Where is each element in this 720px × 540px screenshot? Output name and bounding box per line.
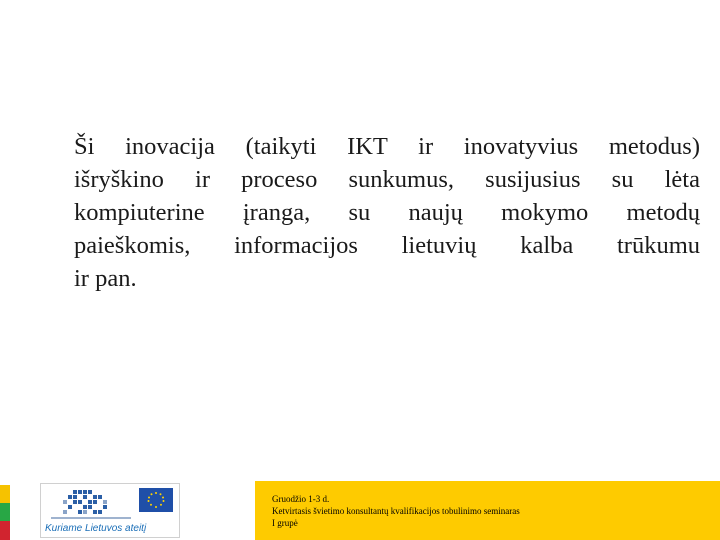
footer-group: I grupė [272, 518, 298, 528]
project-logo [40, 483, 180, 538]
footer-seminar-title: Ketvirtasis švietimo konsultantų kvalifikacijos tobulinimo seminaras [272, 506, 520, 516]
body-line-5: ir pan. [74, 265, 137, 292]
footer-date: Gruodžio 1-3 d. [272, 494, 330, 504]
logo-caption: Kuriame Lietuvos ateitį [45, 523, 147, 534]
body-line-3: kompiuterine įranga, su naujų mokymo metodų [74, 199, 700, 226]
footer-band [255, 481, 720, 540]
footer-text [272, 493, 520, 529]
ministry-logo-icon [47, 488, 137, 522]
body-line-1: Ši inovacija (taikyti IKT ir inovatyvius metodus) [74, 133, 700, 160]
body-line-4: paieškomis, informacijos lietuvių kalba trūkumu [74, 232, 700, 259]
slide-body-text [74, 130, 700, 295]
eu-flag-icon [139, 488, 173, 512]
lithuanian-flag-icon [0, 485, 10, 540]
body-line-2: išryškino ir proceso sunkumus, susijusius su lėta [74, 166, 700, 193]
